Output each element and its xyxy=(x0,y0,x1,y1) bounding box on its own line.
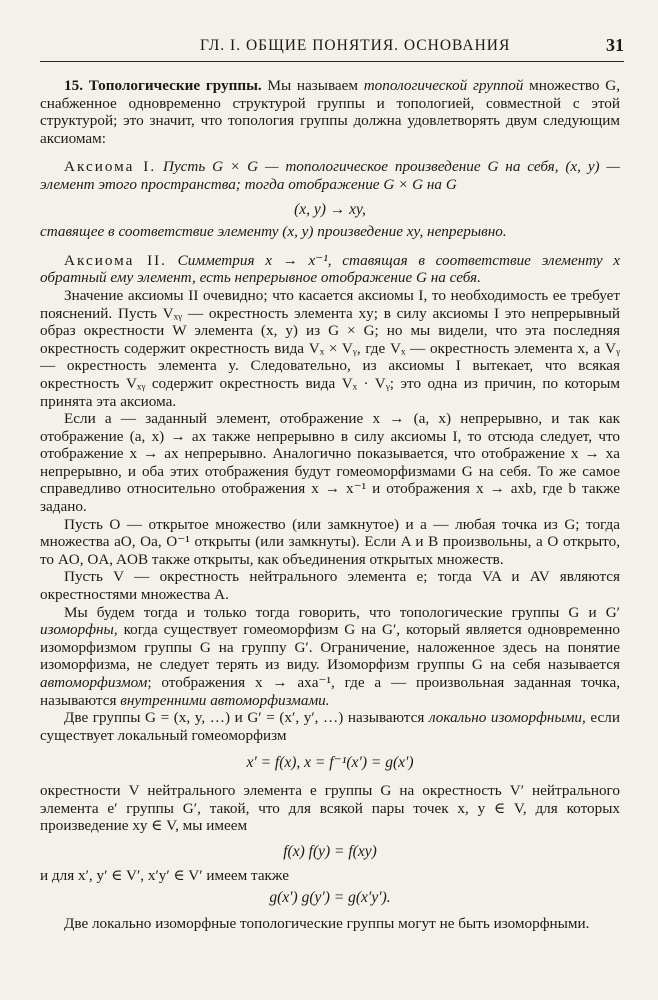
paragraph-7: окрестности V нейтрального элемента e группы G на окрестность V′ нейтрального элемента e′ группы G′, такой, что для всякой пары точек x, y ∈ V, для которых произведение xy ∈ V, мы имеем xyxy=(40,781,620,835)
axiom-1: Аксиома I. Пусть G × G — топологическое произведение G на себя, (x, y) — элемент этого пространства; тогда отображение G × G на G xyxy=(40,158,620,193)
term-topological-group: топологической группой xyxy=(363,77,524,94)
axiom-2-label: Аксиома II. xyxy=(64,251,167,269)
section-title: 15. Топологические группы. xyxy=(64,77,262,94)
term-automorphism: автоморфизмом xyxy=(40,674,148,691)
formula-product-map: (x, y) → xy, xyxy=(294,200,366,218)
paragraph-9: Две локально изоморфные топологические группы могут не быть изоморфными. xyxy=(64,914,590,932)
paragraph-4: Пусть V — окрестность нейтрального элемента e; тогда VA и AV являются окрестностями множества A. xyxy=(40,568,620,604)
running-title: ГЛ. I. ОБЩИЕ ПОНЯТИЯ. ОСНОВАНИЯ xyxy=(200,37,511,54)
paragraph-3: Пусть O — открытое множество (или замкнутое) и a — любая точка из G; тогда множества aO, Oa, O⁻¹ открыты (или замкнуты). Если A и B произвольны, а O открыто, то AO, OA, AOB также открыты, как объединения открытых множеств. xyxy=(40,515,620,568)
term-isomorphic: изоморфны xyxy=(40,621,114,639)
formula-local-homeomorphism: x′ = f(x), x = f⁻¹(x′) = g(x′) xyxy=(246,754,414,772)
page-body xyxy=(40,77,620,932)
section-intro: 15. Топологические группы. Мы называем топологической группой множество G, снабженное одновременно структурой группы и топологией, совместной с этой структурой; это значит, что топология группы должна удовлетворять двум следующим аксиомам: xyxy=(40,77,621,147)
axiom-1-tail: ставящее в соответствие элементу (x, y) произведение xy, непрерывно. xyxy=(40,223,507,241)
paragraph-2: Если a — заданный элемент, отображение x → (a, x) непрерывно, и так как отображение (a, x) → ax также непрерывно в силу аксиомы I, то отсюда следует, что отображение x → ax непрерывно. Аналогично показывается, что отображение x → xa непрерывно, и оба этих отображения будут гомеоморфизмами G на себя. То же самое справедливо относительно отображения x → x⁻¹ и отображения x → axb, где b также задано. xyxy=(40,410,620,516)
running-header xyxy=(40,35,624,62)
paragraph-8: и для x′, y′ ∈ V′, x′y′ ∈ V′ имеем также xyxy=(40,867,289,885)
page-number: 31 xyxy=(606,35,624,55)
paragraph-5: Мы будем тогда и только тогда говорить, что топологические группы G и G′ изоморфны, когда существует гомеоморфизм G на G′, который является одновременно изоморфизмом группы G на группу G′. Ограничение, наложенное здесь на понятие изоморфизма, не следует терять из виду. Изоморфизм группы G на себя называется автоморфизмом; отображения x → axa⁻¹, где a — произвольная заданная точка, называются внутренними автоморфизмами. xyxy=(40,603,620,709)
axiom-2: Аксиома II. Симметрия x → x⁻¹, ставящая в соответствие элементу x обратный ему элемент, есть непрерывное отображение G на себя. xyxy=(40,251,620,287)
term-locally-isomorphic: локально изоморфными xyxy=(428,709,583,727)
paragraph-6: Две группы G = (x, y, …) и G′ = (x′, y′, …) называются локально изоморфными, если существует локальный гомеоморфизм xyxy=(40,709,620,744)
formula-f-homomorphism: f(x) f(y) = f(xy) xyxy=(283,842,377,860)
axiom-1-label: Аксиома I. xyxy=(64,158,157,176)
paragraph-1: Значение аксиомы II очевидно; что касается аксиомы I, то необходимость ее требует пояснений. Пусть Vₓᵧ — окрестность элемента xy; в силу аксиомы I это непрерывный образ окрестности W элемента (x, y) из G × G; но мы видели, что эта последняя окрестность содержит окрестность вида Vₓ × Vᵧ, где Vₓ — окрестность элемента x, а Vᵧ — окрестность элемента y. Следовательно, из аксиомы I вытекает, что всякая окрестность Vₓᵧ содержит окрестность вида Vₓ · Vᵧ; это одна из причин, по которым принята эта аксиома. xyxy=(40,286,620,410)
formula-g-homomorphism: g(x′) g(y′) = g(x′y′). xyxy=(269,888,391,906)
term-inner-automorphisms: внутренними автоморфизмами. xyxy=(120,691,330,709)
